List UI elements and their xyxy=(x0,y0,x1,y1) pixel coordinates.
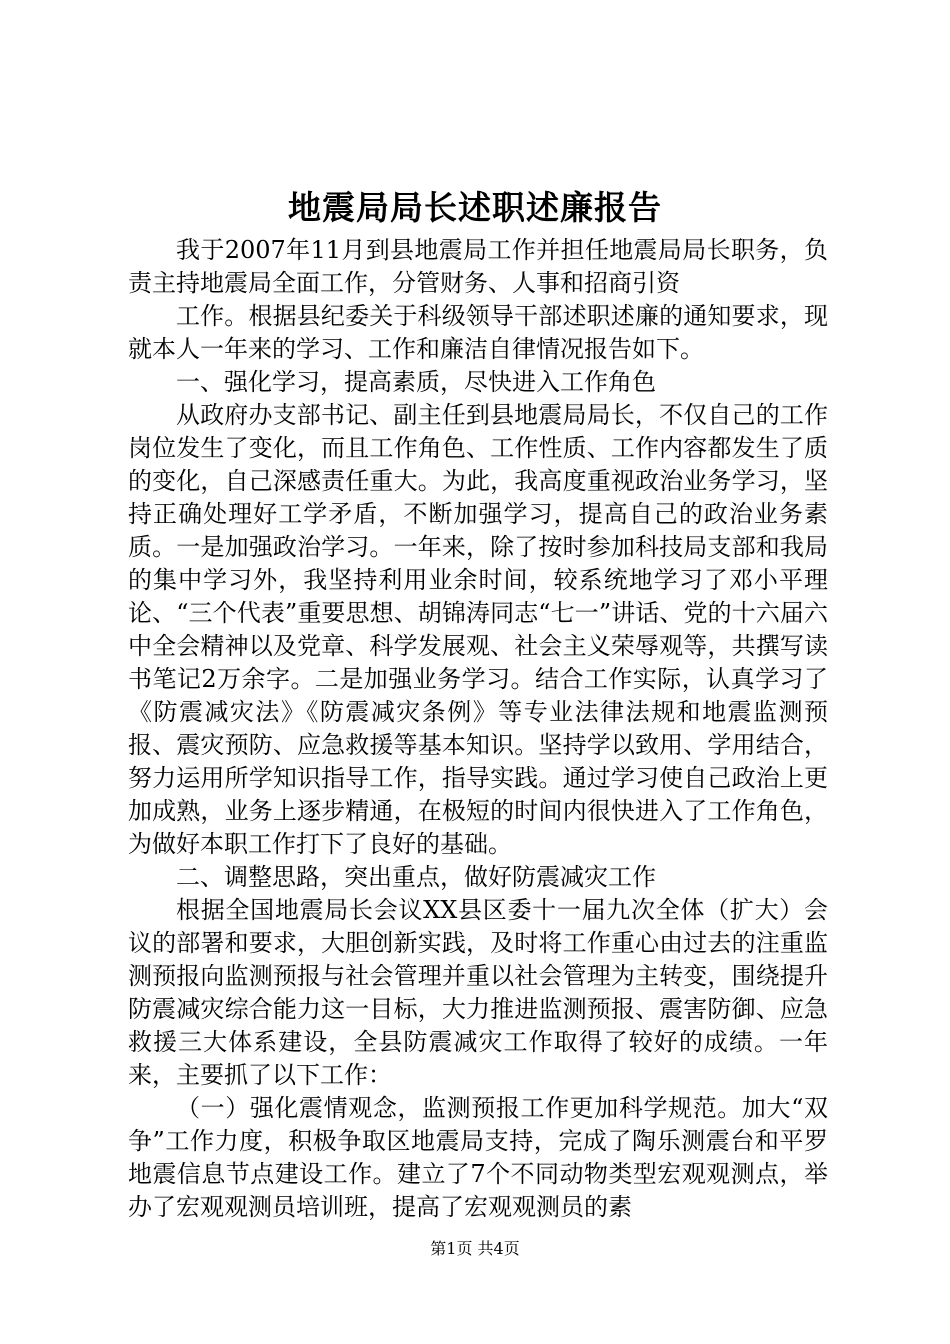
section-heading-1: 一、强化学习，提高素质，尽快进入工作角色 xyxy=(176,368,656,396)
paragraph-section-2: 根据全国地震局长会议XX县区委十一届九次全体（扩大）会议的部署和要求，大胆创新实践，及时将工作重心由过去的注重监测预报向监测预报与社会管理并重以社会管理为主转变，围绕提升防震减灾综合能力这一目标，大力推进监测预报、震害防御、应急救援三大体系建设，全县防震减灾工作取得了较好的成绩。一年来，主要抓了以下工作： xyxy=(128,896,828,1089)
paragraph-intro-continued: 工作。根据县纪委关于科级领导干部述职述廉的通知要求，现就本人一年来的学习、工作和廉洁自律情况报告如下。 xyxy=(128,302,828,363)
document-body xyxy=(128,234,828,1224)
paragraph-subsection-1: （一）强化震情观念，监测预报工作更加科学规范。加大“双争”工作力度，积极争取区地震局支持，完成了陶乐测震台和平罗地震信息节点建设工作。建立了7个不同动物类型宏观观测点，举办了宏观观测员培训班，提高了宏观观测员的素 xyxy=(128,1094,828,1221)
paragraph-section-1: 从政府办支部书记、副主任到县地震局局长，不仅自己的工作岗位发生了变化，而且工作角色、工作性质、工作内容都发生了质的变化，自己深感责任重大。为此，我高度重视政治业务学习，坚持正确处理好工学矛盾，不断加强学习，提高自己的政治业务素质。一是加强政治学习。一年来，除了按时参加科技局支部和我局的集中学习外，我坚持利用业余时间，较系统地学习了邓小平理论、“三个代表”重要思想、胡锦涛同志“七一”讲话、党的十六届六中全会精神以及党章、科学发展观、社会主义荣辱观等，共撰写读书笔记2万余字。二是加强业务学习。结合工作实际，认真学习了《防震减灾法》《防震减灾条例》等专业法律法规和地震监测预报、震灾预防、应急救援等基本知识。坚持学以致用、学用结合，努力运用所学知识指导工作，指导实践。通过学习使自己政治上更加成熟，业务上逐步精通，在极短的时间内很快进入了工作角色，为做好本职工作打下了良好的基础。 xyxy=(128,401,828,858)
page-number-footer: 第1页 共4页 xyxy=(430,1239,520,1258)
section-heading-2: 二、调整思路，突出重点，做好防震减灾工作 xyxy=(176,863,656,891)
document-title: 地震局局长述职述廉报告 xyxy=(288,188,662,227)
paragraph-intro: 我于2007年11月到县地震局工作并担任地震局局长职务，负责主持地震局全面工作，分管财务、人事和招商引资 xyxy=(128,236,828,297)
